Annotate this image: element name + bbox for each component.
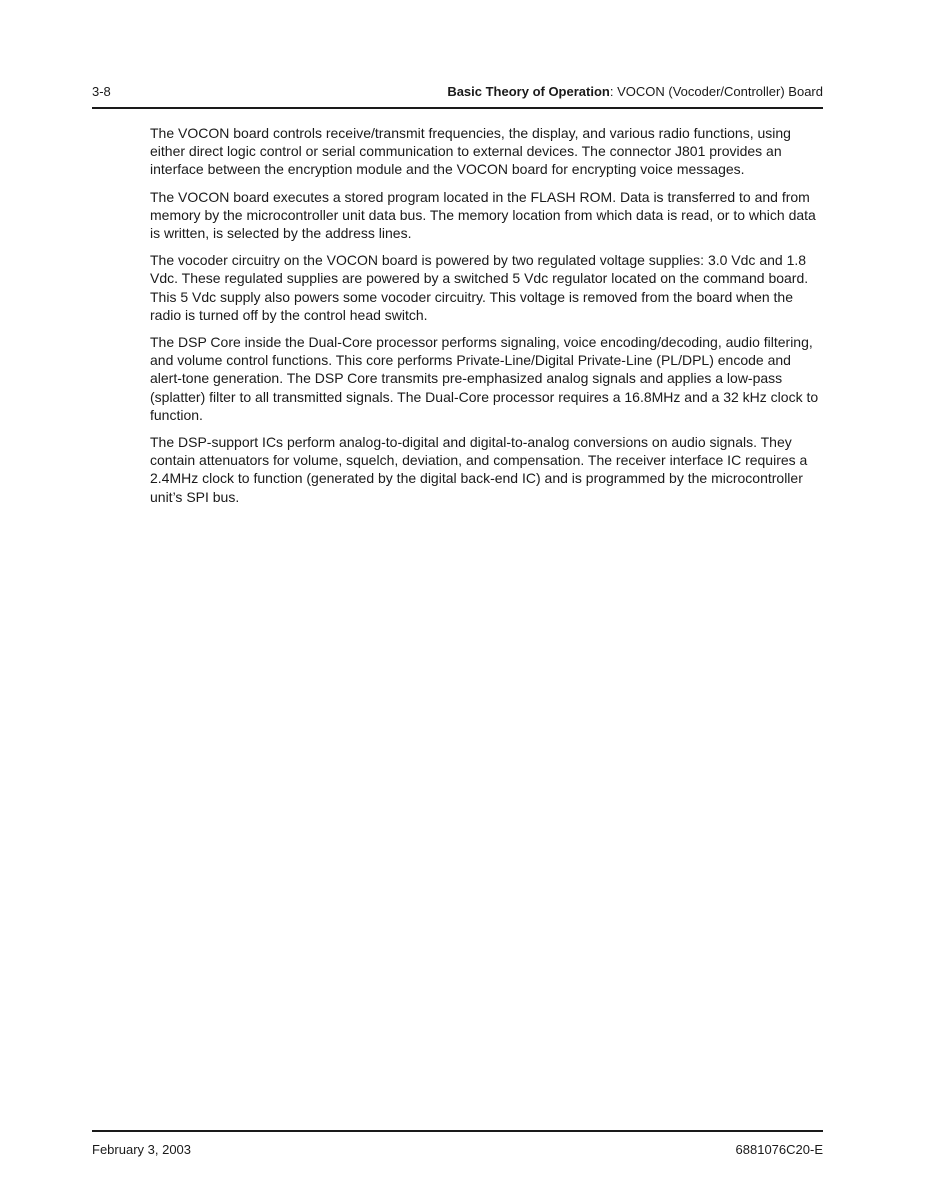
running-title — [447, 82, 823, 102]
paragraph: The VOCON board executes a stored program located in the FLASH ROM. Data is transferred to and from memory by the microcontroller unit data bus. The memory location from which data is read, or to which data is written, is selected by the address lines. — [150, 188, 816, 242]
page-number: 3-8 — [92, 84, 111, 99]
running-title-section: Basic Theory of Operation — [447, 84, 610, 99]
header-rule — [92, 107, 823, 109]
paragraph: The vocoder circuitry on the VOCON board is powered by two regulated voltage supplies: 3.0 Vdc and 1.8 Vdc. These regulated supplies are powered by a switched 5 Vdc regulator located on the command board. This 5 Vdc supply also powers some vocoder circuitry. This voltage is removed from the board when the radio is turned off by the control head switch. — [150, 252, 809, 323]
body-text — [150, 124, 820, 515]
running-title-subsection: : VOCON (Vocoder/Controller) Board — [609, 84, 823, 99]
paragraph: The DSP Core inside the Dual-Core processor performs signaling, voice encoding/decoding, audio filtering, and volume control functions. This core performs Private-Line/Digital Private-Line (PL/DPL) encode and alert-tone generation. The DSP Core transmits pre-emphasized analog signals and applies a low-pass (splatter) filter to all transmitted signals. The Dual-Core processor requires a 16.8MHz and a 32 kHz clock to function. — [150, 334, 819, 423]
footer-doc-number: 6881076C20-E — [735, 1142, 823, 1157]
paragraph: The VOCON board controls receive/transmit frequencies, the display, and various radio functions, using either direct logic control or serial communication to external devices. The connector J801 provides an interface between the encryption module and the VOCON board for encrypting voice messages. — [150, 125, 791, 178]
footer-date: February 3, 2003 — [92, 1142, 192, 1157]
page-footer — [92, 1140, 823, 1160]
page-header — [92, 82, 823, 102]
footer-rule — [92, 1130, 823, 1132]
paragraph: The DSP-support ICs perform analog-to-digital and digital-to-analog conversions on audio signals. They contain attenuators for volume, squelch, deviation, and compensation. The receiver interface IC requires a 2.4MHz clock to function (generated by the digital back-end IC) and is programmed by the microcontroller unit’s SPI bus. — [150, 434, 808, 505]
